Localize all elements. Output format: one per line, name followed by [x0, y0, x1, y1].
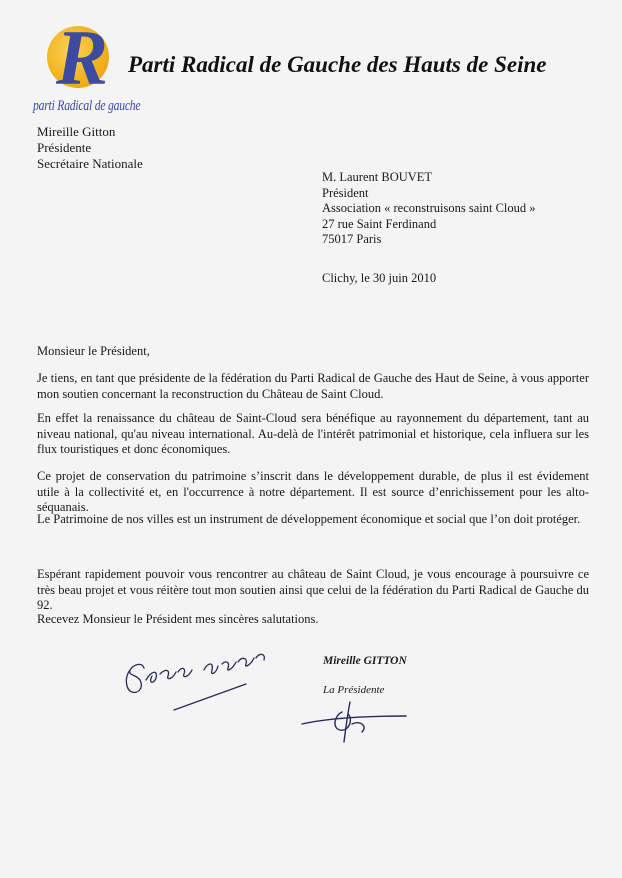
signature-icon [298, 698, 410, 746]
sender-title: Secrétaire Nationale [37, 156, 143, 171]
paragraph: Je tiens, en tant que présidente de la fédération du Parti Radical de Gauche des Haut de Seine, à vous apporter mon soutien concernant la reconstruction du Château de Saint Cloud. [37, 371, 589, 401]
paragraph: En effet la renaissance du château de Saint-Cloud sera bénéfique au rayonnement du département, tant au niveau national, qu'au niveau international. Au-delà de l'intérêt patrimonial et historique, cela influera sur les flux touristiques et donc économiques. [37, 411, 589, 456]
signatory-role: La Présidente [323, 684, 385, 696]
sender-name: Mireille Gitton [37, 124, 116, 139]
recipient-name: M. Laurent BOUVET [322, 170, 433, 184]
recipient-role: Président [322, 185, 369, 200]
closing-line: Recevez Monsieur le Président mes sincères salutations. [37, 612, 319, 626]
sender-role: Présidente [37, 140, 92, 155]
handwritten-note-icon [118, 640, 278, 720]
recipient-org: Association « reconstruisons saint Cloud » [322, 201, 536, 215]
recipient-city: 75017 Paris [322, 232, 382, 246]
logo-subtitle: parti Radical de gauche [33, 98, 141, 114]
letterhead-title: Parti Radical de Gauche des Hauts de Seine [128, 52, 547, 77]
paragraph: Le Patrimoine de nos villes est un instrument de développement économique et social que l’on doit protéger. [37, 512, 581, 526]
signatory-name: Mireille GITTON [323, 655, 407, 667]
logo-letter: R [56, 18, 109, 98]
sender-block [37, 124, 143, 172]
salutation: Monsieur le Président, [37, 344, 150, 358]
paragraph: Espérant rapidement pouvoir vous rencontrer au château de Saint Cloud, je vous encourage à poursuivre ce très beau projet et vous réitère tout mon soutien ainsi que celui de la fédération du Parti Radical de Gauche du 92. [37, 567, 589, 612]
date-line: Clichy, le 30 juin 2010 [322, 271, 437, 285]
paragraph: Ce projet de conservation du patrimoine s’inscrit dans le développement durable, de plus il est évidement utile à la collectivité et, en l'occurrence à notre département. Il est source d’enrichissement pour les alto-séquanais. [37, 469, 589, 514]
recipient-street: 27 rue Saint Ferdinand [322, 216, 437, 231]
recipient-block [322, 170, 536, 248]
